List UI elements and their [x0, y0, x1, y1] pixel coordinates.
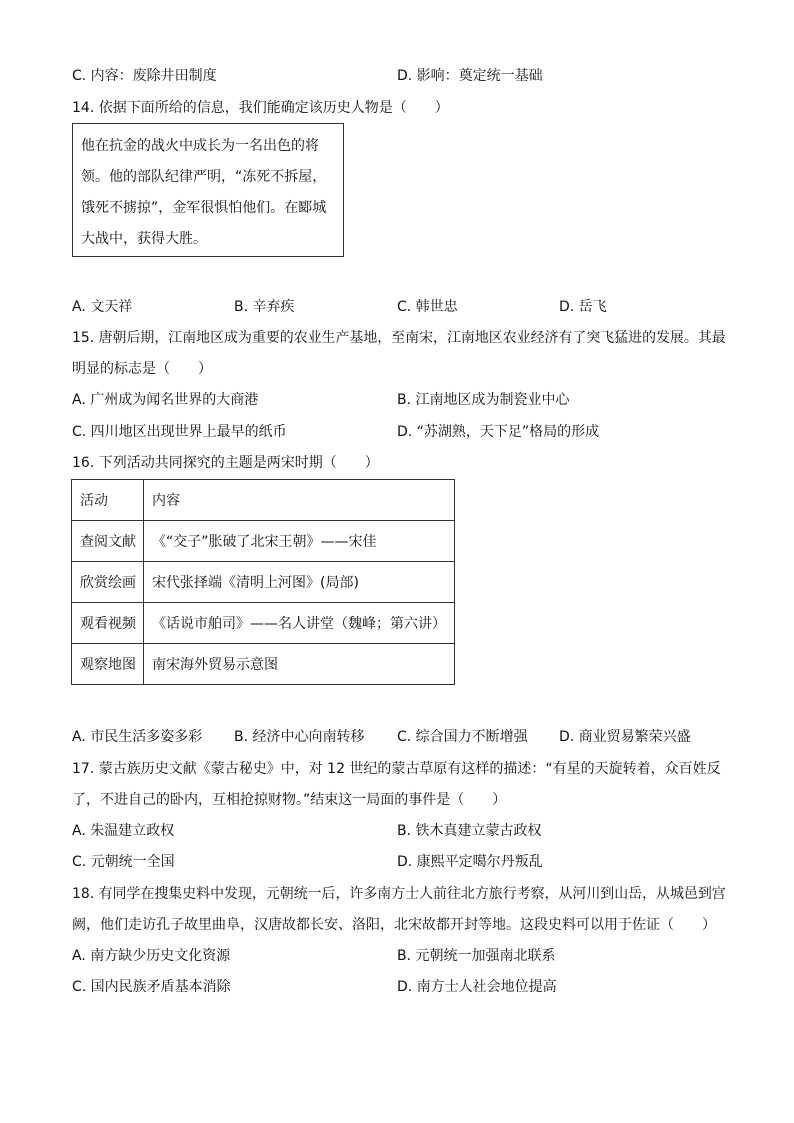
- table-cell-activity: 观察地图: [72, 644, 144, 685]
- table-row: [72, 644, 455, 685]
- q16-stem: 16. 下列活动共同探究的主题是两宋时期（ ）: [72, 455, 379, 471]
- q14-option-a: A. 文天祥: [72, 299, 133, 315]
- q18-option-b: B. 元朝统一加强南北联系: [397, 948, 556, 964]
- q15-option-b: B. 江南地区成为制瓷业中心: [397, 392, 570, 408]
- q16-option-d: D. 商业贸易繁荣兴盛: [559, 729, 691, 745]
- q14-stem: 14. 依据下面所给的信息，我们能确定该历史人物是（ ）: [72, 100, 449, 116]
- table-cell-activity: 观看视频: [72, 603, 144, 644]
- table-cell-content: 南宋海外贸易示意图: [144, 644, 455, 685]
- table-cell-activity: 欣赏绘画: [72, 562, 144, 603]
- q16-option-c: C. 综合国力不断增强: [397, 729, 528, 745]
- table-cell-activity: 查阅文献: [72, 521, 144, 562]
- table-cell-content: 《话说市舶司》——名人讲堂（魏峰；第六讲）: [144, 603, 455, 644]
- q14-box-line: 饿死不掳掠”，金军很惧怕他们。在郾城: [81, 200, 327, 216]
- q14-box-line: 他在抗金的战火中成长为一名出色的将: [81, 138, 319, 154]
- q18-option-a: A. 南方缺少历史文化资源: [72, 948, 231, 964]
- q15-option-c: C. 四川地区出现世界上最早的纸币: [72, 424, 287, 440]
- table-cell-content: 《“交子”胀破了北宋王朝》——宋佳: [144, 521, 455, 562]
- q17-option-b: B. 铁木真建立蒙古政权: [397, 823, 542, 839]
- q14-box-line: 领。他的部队纪律严明，“冻死不拆屋，: [81, 169, 327, 185]
- q15-option-a: A. 广州成为闻名世界的大商港: [72, 392, 259, 408]
- q14-box-line: 大战中，获得大胜。: [81, 231, 207, 247]
- q17-stem-line1: 17. 蒙古族历史文献《蒙古秘史》中，对 12 世纪的蒙古草原有这样的描述：“有星的天旋转着，众百姓反: [72, 761, 721, 777]
- table-header-content: 内容: [144, 480, 455, 521]
- q14-info-box: [72, 123, 344, 257]
- table-cell-content: 宋代张择端《清明上河图》(局部): [144, 562, 455, 603]
- q17-option-d: D. 康熙平定噶尔丹叛乱: [397, 854, 543, 870]
- q13-option-c: C. 内容：废除井田制度: [72, 68, 217, 84]
- q18-option-d: D. 南方士人社会地位提高: [397, 979, 557, 995]
- q18-stem-line2: 阙，他们走访孔子故里曲阜，汉唐故都长安、洛阳，北宋故都开封等地。这段史料可以用于佐证（ ）: [72, 917, 716, 933]
- q14-option-b: B. 辛弃疾: [234, 299, 295, 315]
- q14-option-d: D. 岳飞: [559, 299, 607, 315]
- q16-activity-table: [71, 479, 455, 685]
- q13-option-d: D. 影响：奠定统一基础: [397, 68, 543, 84]
- q14-option-c: C. 韩世忠: [397, 299, 458, 315]
- q18-stem-line1: 18. 有同学在搜集史料中发现，元朝统一后，许多南方士人前往北方旅行考察，从河川到山岳，从城邑到宫: [72, 886, 726, 902]
- q16-option-a: A. 市民生活多姿多彩: [72, 729, 203, 745]
- table-row: [72, 603, 455, 644]
- table-header-activity: 活动: [72, 480, 144, 521]
- table-row: [72, 562, 455, 603]
- q15-stem-line1: 15. 唐朝后期，江南地区成为重要的农业生产基地，至南宋，江南地区农业经济有了突飞猛进的发展。其最: [72, 330, 726, 346]
- q15-stem-line2: 明显的标志是（ ）: [72, 361, 212, 377]
- q17-option-a: A. 朱温建立政权: [72, 823, 175, 839]
- q18-option-c: C. 国内民族矛盾基本消除: [72, 979, 231, 995]
- q17-stem-line2: 了，不进自己的卧内，互相抢掠财物。”结束这一局面的事件是（ ）: [72, 792, 507, 808]
- q16-option-b: B. 经济中心向南转移: [234, 729, 365, 745]
- table-row: [72, 521, 455, 562]
- table-header-row: [72, 480, 455, 521]
- q17-option-c: C. 元朝统一全国: [72, 854, 175, 870]
- q15-option-d: D. “苏湖熟，天下足”格局的形成: [397, 424, 600, 440]
